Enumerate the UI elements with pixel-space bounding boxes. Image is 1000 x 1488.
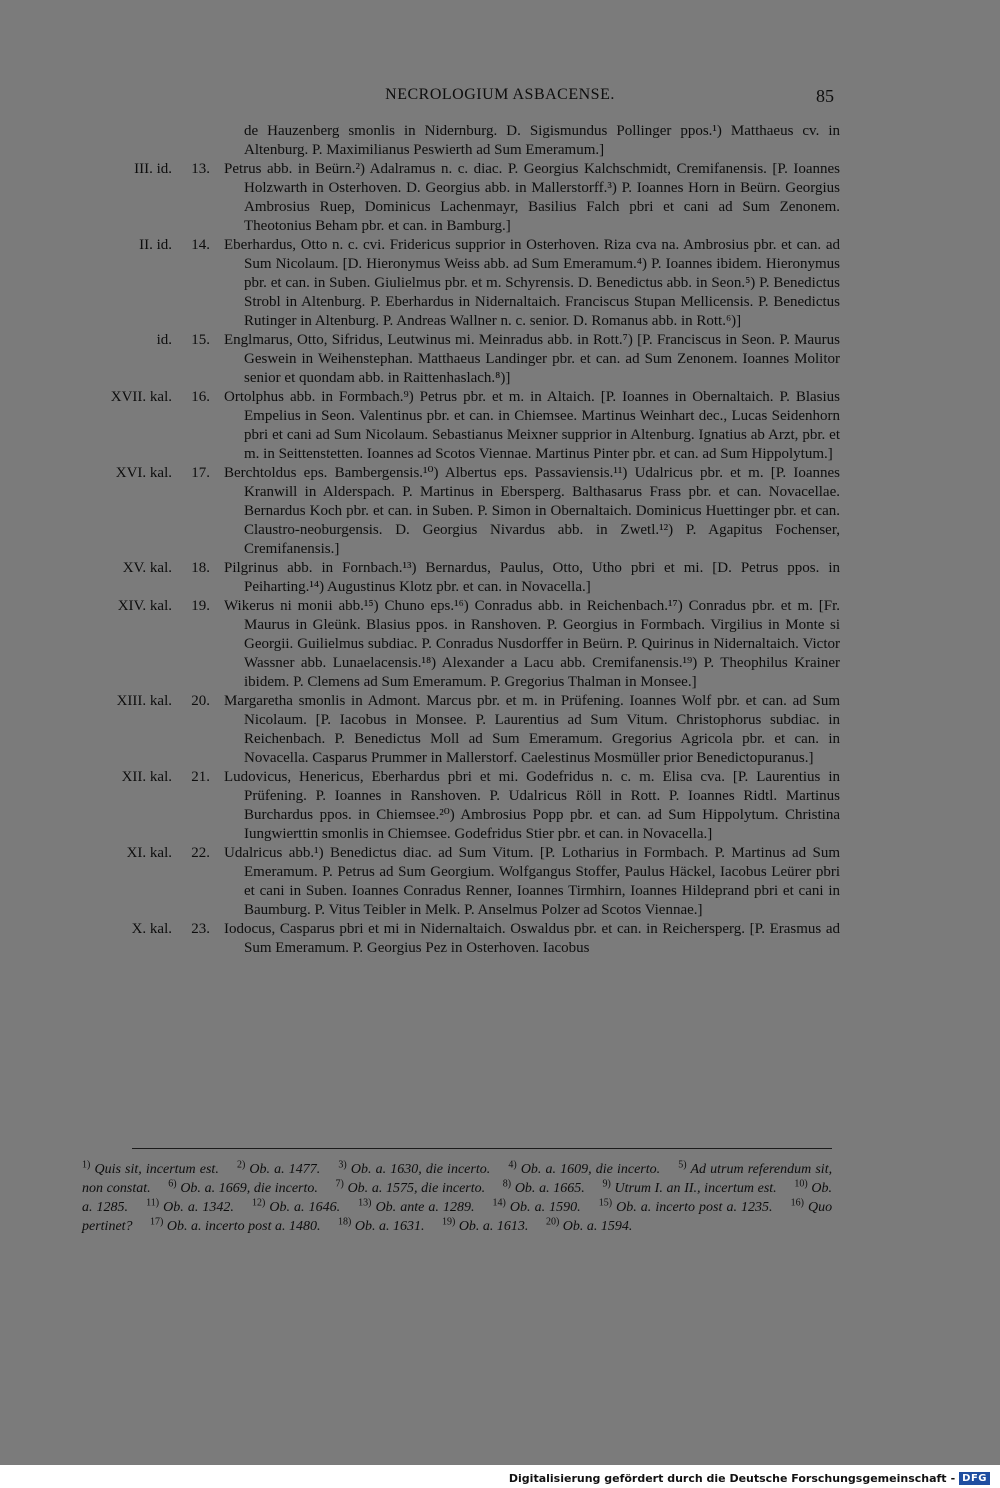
footnote-number: 4) [508, 1159, 517, 1171]
footnote-number: 8) [502, 1178, 512, 1190]
footnote-number: 6) [168, 1178, 177, 1190]
entry-text: Iodocus, Casparus pbri et mi in Nidernaltaich. Oswaldus pbr. et can. in Reichersperg. [P. Erasmus ad Sum Emeramum. P. Georgius Pez in Osterhoven. Iacobus [224, 921, 840, 956]
entry-text: Wikerus ni monii abb.¹⁵) Chuno eps.¹⁶) Conradus abb. in Reichenbach.¹⁷) Conradus pbr. et m. [Fr. Maurus in Gleünk. Blasius ppos. in Ranshoven. P. Georgius in Formbach. Virgilius in Monte si Georgii. Guilielmus subdiac. P. Conradus Nusdorffer in Beürn. P. Quirinus in Nidernaltaich. Victor Wassner abb. Lunaelacensis.¹⁸) Alexander a Lacu abb. Cremifanensis.¹⁹) P. Theophilus Krainer ibidem. P. Clemens ad Sum Emeramum. P. Gregorius Thalman in Monsee.] [224, 598, 840, 690]
entry-date: XII. kal. [121, 769, 172, 785]
footnote-number: 15) [598, 1197, 613, 1209]
necrology-entry [80, 236, 840, 331]
entry-day: 20. [191, 693, 210, 709]
footnote-text: Ob. a. 1590. [509, 1200, 581, 1215]
footnote-text: Ob. a. 1285. [82, 1181, 832, 1215]
footnote-text: Ad utrum referendum sit, non constat. [82, 1162, 833, 1196]
footnote-number: 2) [236, 1159, 246, 1171]
footnote-number: 10) [794, 1178, 808, 1190]
footnote-text: Ob. a. 1646. [269, 1200, 341, 1215]
footnote [251, 1197, 341, 1215]
entry-text: Petrus abb. in Beürn.²) Adalramus n. c. diac. P. Georgius Kalchschmidt, Cremifanensis. [P. Ioannes Holzwarth in Osterhoven. D. Georgius abb. in Mallerstorff.³) P. Ioannes Horn in Beürn. Georgius Ambrosius Ruep, Dominicus Lachenmayr, Basilius Falch pbri et cani ad Sum Zenonem. Theotonius Beham pbr. et can. in Bamburg.] [224, 161, 840, 234]
footnote [545, 1216, 633, 1234]
footnote-number: 13) [358, 1197, 372, 1209]
entry-day: 15. [191, 332, 210, 348]
entry-date: id. [156, 332, 172, 348]
footnote-number: 14) [492, 1197, 506, 1209]
footnotes [82, 1160, 832, 1236]
footnote-number: 3) [338, 1159, 347, 1171]
entry-text: de Hauzenberg smonlis in Nidernburg. D. Sigismundus Pollinger ppos.¹) Matthaeus cv. in Altenburg. P. Maximilianus Peswierth ad Sum Emeramum.] [244, 123, 840, 158]
entry-day: 18. [191, 560, 210, 576]
footnote-text: Quo pertinet? [82, 1200, 833, 1234]
entry-text: Englmarus, Otto, Sifridus, Leutwinus mi. Meinradus abb. in Rott.⁷) [P. Franciscus in Seon. P. Maurus Geswein in Weihenstephan. Matthaeus Landinger pbr. et can. ad Sum Zenonem. Ioannes Molitor senior et quondam abb. in Raittenhaslach.⁸)] [224, 332, 840, 386]
footnote [150, 1216, 321, 1234]
entry-date: XVII. kal. [110, 389, 172, 405]
necrology-entries [80, 122, 840, 958]
footnote [146, 1197, 234, 1215]
entry-day: 14. [191, 237, 210, 253]
entry-date: XI. kal. [126, 845, 172, 861]
running-title: NECROLOGIUM ASBACENSE. [385, 86, 615, 103]
footnote-text: Ob. a. 1669, die incerto. [180, 1181, 318, 1196]
entry-date: X. kal. [131, 921, 172, 937]
footnote-text: Ob. a. 1575, die incerto. [347, 1181, 486, 1196]
footnote-text: Utrum I. an II., incertum est. [614, 1181, 777, 1196]
footnote-text: Ob. a. 1594. [562, 1219, 633, 1234]
footnote [598, 1197, 773, 1215]
necrology-entry [80, 160, 840, 236]
entry-day: 13. [191, 161, 210, 177]
entry-day: 19. [191, 598, 210, 614]
footnote-text: Ob. a. 1665. [514, 1181, 585, 1196]
footnote [358, 1197, 475, 1215]
necrology-entry [80, 559, 840, 597]
entry-day [172, 122, 224, 160]
footnote [441, 1216, 529, 1234]
necrology-entry [80, 597, 840, 692]
footnote-text: Ob. a. 1631. [354, 1219, 425, 1234]
necrology-entry [80, 464, 840, 559]
entry-text: Berchtoldus eps. Bambergensis.¹⁰) Albertus eps. Passaviensis.¹¹) Udalricus pbr. et m. [P. Ioannes Kranwill in Alderspach. P. Martinus in Ebersperg. Balthasarus Frass pbr. et can. Novacellae. Bernardus Koch pbr. et can. in Suben. P. Simon in Obernaltaich. Dominicus Huettinger pbr. et can. Claustro-neoburgensis. D. Georgius Nivardus abb. in Zwetl.¹²) P. Agapitus Fochenser, Cremifanensis.] [224, 465, 840, 557]
entry-text: Pilgrinus abb. in Fornbach.¹³) Bernardus, Paulus, Otto, Utho pbri et mi. [D. Petrus ppos. in Peiharting.¹⁴) Augustinus Klotz pbr. et can. in Novacella.] [224, 560, 840, 595]
footnote-text: Ob. a. 1613. [458, 1219, 529, 1234]
footnote-text: Ob. ante a. 1289. [375, 1200, 475, 1215]
footnote-text: Ob. a. 1477. [249, 1162, 321, 1177]
footnote-number: 19) [441, 1216, 456, 1228]
necrology-entry [80, 122, 840, 160]
dfg-credit: Digitalisierung gefördert durch die Deutsche Forschungsgemeinschaft [508, 1471, 947, 1485]
footnote-text: Ob. a. 1342. [163, 1200, 234, 1215]
entry-text: Eberhardus, Otto n. c. cvi. Fridericus supprior in Osterhoven. Riza cva na. Ambrosius pbr. et can. ad Sum Nicolaum. [D. Hieronymus Weiss abb. ad Sum Emeramum.⁴) P. Ioannes ibidem. Hieronymus pbr. et can. in Suben. Giulielmus pbr. et m. Schyrensis. D. Benedictus abb. in Seon.⁵) P. Benedictus Strobl in Altenburg. P. Eberhardus in Nidernaltaich. Franciscus Stupan Mellicensis. P. Benedictus Rutinger in Altenburg. P. Andreas Wallner n. c. senior. D. Romanus abb. in Rott.⁶)] [224, 237, 840, 329]
entry-date: XV. kal. [122, 560, 172, 576]
entry-date: XIV. kal. [117, 598, 172, 614]
entry-date [80, 122, 172, 160]
entry-date: III. id. [134, 161, 172, 177]
footnote-number: 20) [545, 1216, 560, 1228]
entry-text: Margaretha smonlis in Admont. Marcus pbr. et m. in Prüfening. Ioannes Wolf pbr. et can. ad Sum Nicolaum. [P. Iacobus in Monsee. P. Laurentius ad Sum Vitum. Christophorus subdiac. in Reichenbach. P. Benedictus Moll ad Sum Emeramum. Gregorius Agricola pbr. et can. in Novacella. Casparus Prummer in Mallerstorf. Caelestinus Mosmüller prior Benedictopuranus.] [224, 693, 840, 766]
necrology-entry [80, 920, 840, 958]
footnote-number: 12) [251, 1197, 266, 1209]
entry-text: Ortolphus abb. in Formbach.⁹) Petrus pbr. et m. in Altaich. [P. Ioannes in Obernaltaich. P. Blasius Empelius in Seon. Valentinus pbr. et can. in Chiemsee. Martinus Weinhart dec., Lucas Seidenhorn pbri et cani ad Sum Nicolaum. Sebastianus Meixner supprior in Altenburg. Ignatius ab Arzt, pbr. et m. in Seittenstetten. Ioannes ad Scotos Viennae. Martinus Pinter pbr. et can. ad Sum Hippolytum.] [224, 389, 840, 462]
entry-text: Ludovicus, Henericus, Eberhardus pbri et mi. Godefridus n. c. m. Elisa cva. [P. Laurentius in Prüfening. P. Ioannes in Ranshoven. P. Udalricus Röll in Rott. P. Ioannes Ridtl. Martinus Burchardus ppos. in Chiemsee.²⁰) Ambrosius Popp pbr. et can. ad Sum Hippolytum. Christina Iungwierttin smonlis in Chiemsee. Godefridus Stier pbr. et can. in Novacella.] [224, 769, 840, 842]
entry-text: Udalricus abb.¹) Benedictus diac. ad Sum Vitum. [P. Lotharius in Formbach. P. Martinus ad Sum Emeramum. P. Petrus ad Sum Georgium. Wolfgangus Stoffer, Paulus Häckel, Iacobus Leürer pbri et cani in Suben. Ioannes Conradus Renner, Ioannes Tirmhirn, Ioannes Hildeprand pbri et cani in Baumburg. P. Vitus Teibler in Melk. P. Anselmus Polzer ad Scotos Viennae.] [224, 845, 840, 918]
footnote-number: 9) [602, 1178, 611, 1190]
entry-day: 16. [191, 389, 210, 405]
entry-day: 21. [191, 769, 210, 785]
entry-day: 23. [191, 921, 210, 937]
necrology-entry [80, 692, 840, 768]
page-header [0, 86, 1000, 108]
footnote [492, 1197, 581, 1215]
entry-day: 22. [191, 845, 210, 861]
entry-date: XVI. kal. [115, 465, 172, 481]
necrology-entry [80, 331, 840, 388]
footnote [502, 1178, 585, 1196]
page-number: 85 [816, 86, 834, 106]
footnote [338, 1159, 491, 1177]
footnote-text: Ob. a. 1609, die incerto. [520, 1162, 661, 1177]
footnote [602, 1178, 777, 1196]
footnote-text: Ob. a. 1630, die incerto. [350, 1162, 491, 1177]
footnote-number: 17) [150, 1216, 164, 1228]
footnote-number: 18) [338, 1216, 352, 1228]
footnote-text: Ob. a. incerto post a. 1480. [166, 1219, 321, 1234]
entry-date: II. id. [139, 237, 172, 253]
footnote-text: Quis sit, incertum est. [94, 1162, 219, 1177]
footnote [335, 1178, 486, 1196]
footnote [236, 1159, 321, 1177]
footnote [338, 1216, 425, 1234]
necrology-entry [80, 388, 840, 464]
dfg-logo-icon: DFG [959, 1472, 990, 1485]
footnote-number: 1) [82, 1159, 91, 1171]
page-footer: Digitalisierung gefördert durch die Deutsche Forschungsgemeinschaft - DFG [509, 1470, 990, 1486]
footnote-number: 5) [678, 1159, 687, 1171]
necrology-entry [80, 768, 840, 844]
footnote-rule [132, 1148, 832, 1149]
necrology-entry [80, 844, 840, 920]
footnote [508, 1159, 661, 1177]
entry-date: XIII. kal. [116, 693, 172, 709]
footnote-number: 11) [146, 1197, 160, 1209]
footnote [82, 1159, 219, 1177]
footnote [168, 1178, 318, 1196]
entry-day: 17. [191, 465, 210, 481]
footnote-number: 7) [335, 1178, 344, 1190]
footnote-number: 16) [790, 1197, 804, 1209]
footnote-text: Ob. a. incerto post a. 1235. [616, 1200, 773, 1215]
